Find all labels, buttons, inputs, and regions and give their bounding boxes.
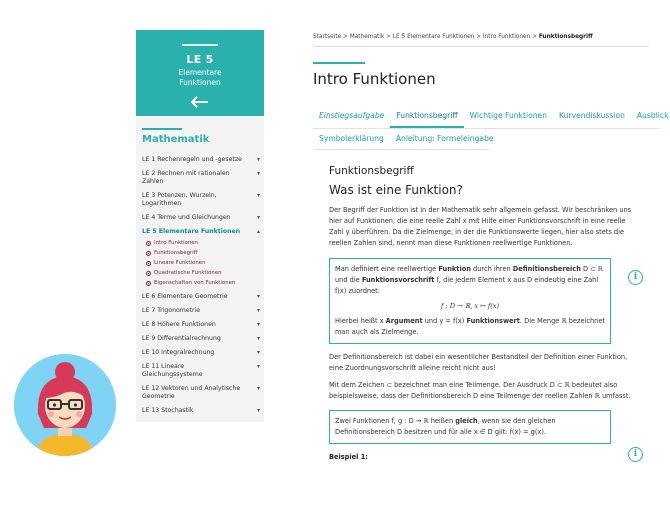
definition-text <box>335 264 605 297</box>
text: . Die Menge ℝ bezeichnet man auch als Zielmenge. <box>335 317 605 336</box>
paragraph-teilmenge: Mit dem Zeichen ⊂ bezeichnet man eine Teilmenge. Der Ausdruck D ⊂ ℝ bedeutet also beispielsweise, dass der Definitionsbereich D eine Teilmenge der reellen Zahlen ℝ umfasst. <box>329 381 631 400</box>
sidebar-item-le11[interactable] <box>142 363 260 379</box>
main-content <box>329 165 641 461</box>
chapter-subtitle-line2: Funktionen <box>179 78 221 87</box>
paragraph-definitionsbereich: Der Definitionsbereich ist dabei ein wesentlicher Bestandteil der Definition einer Funktion, eine Zuordnungsvorschrift alleine reicht nicht aus! <box>329 353 628 372</box>
breadcrumb-le5[interactable]: LE 5 Elementare Funktionen <box>392 34 475 40</box>
sidebar-item-le13[interactable] <box>142 407 260 415</box>
equality-box <box>329 410 611 444</box>
text: D ⊂ ℝ und die <box>335 265 604 284</box>
tab-anleitung-formeleingabe[interactable]: Anleitung: Formeleingabe <box>395 134 494 143</box>
chevron-down-icon: ▾ <box>256 349 260 356</box>
tab-einstiegsaufgabe[interactable]: Einstiegsaufgabe <box>319 111 385 120</box>
tab-wichtige-funktionen[interactable]: Wichtige Funktionen <box>469 111 548 120</box>
section-accent-bar <box>142 128 182 130</box>
term-funktion: Funktion <box>438 265 471 273</box>
sidebar-item-le4[interactable] <box>142 214 260 222</box>
term-argument: Argument <box>385 317 423 325</box>
subnav-item-funktionsbegriff[interactable] <box>146 248 260 258</box>
tab-row-1 <box>313 108 669 129</box>
breadcrumb-home[interactable]: Startseite <box>313 34 342 40</box>
sidebar-item-label: LE 2 Rechnen mit rationalen Zahlen <box>142 170 230 185</box>
text: f, die jedem Element x aus D eindeutig eine Zahl f(x) zuordnet: <box>335 276 599 295</box>
sidebar-item-label: LE 4 Terme und Gleichungen <box>142 214 231 221</box>
tab-funktionsbegriff[interactable]: Funktionsbegriff <box>390 108 463 128</box>
sidebar-item-label: LE 3 Potenzen, Wurzeln, Logarithmen <box>142 192 217 207</box>
text: durch ihren <box>470 265 513 273</box>
sidebar-item-le8[interactable] <box>142 321 260 329</box>
sidebar-item-le12[interactable] <box>142 385 260 401</box>
subnav-item-intro[interactable] <box>146 238 260 248</box>
sidebar-item-label: LE 10 Integralrechnung <box>142 349 215 356</box>
paragraph-intro: Der Begriff der Funktion ist in der Mathematik sehr allgemein gefasst. Wir beschränken uns hier auf Funktionen, die eine reelle Zahl x mit Hilfe einer Funktionsvorschrift in eine reelle Zahl y überführen. Da die Zielmenge, in der die Funktionswerte liegen, hier also stets die reellen Zahlen sind, nennt man diese Funktionen reellwertige Funktionen. <box>329 206 632 247</box>
sidebar-item-le9[interactable] <box>142 335 260 343</box>
tab-symbolerklaerung[interactable]: Symbolerklärung <box>319 134 384 143</box>
sidebar-item-label: LE 5 Elementare Funktionen <box>142 228 241 235</box>
avatar <box>14 354 116 456</box>
chevron-down-icon: ▾ <box>256 407 260 414</box>
breadcrumb-separator: > <box>476 34 482 40</box>
chapter-subtitle <box>136 68 264 88</box>
subnav-item-quadratische[interactable] <box>146 268 260 278</box>
term-definitionsbereich: Definitionsbereich <box>512 265 581 273</box>
avatar-illustration <box>14 354 116 456</box>
sidebar-item-label: LE 1 Rechenregeln und -gesetze <box>142 156 242 163</box>
breadcrumb-intro[interactable]: Intro Funktionen <box>482 34 531 40</box>
chevron-down-icon: ▾ <box>256 214 260 221</box>
breadcrumb <box>313 34 593 40</box>
chevron-down-icon: ▾ <box>256 170 260 177</box>
text: und y = f(x) <box>422 317 467 325</box>
chevron-down-icon: ▾ <box>256 293 260 300</box>
text: Hierbei heißt x <box>335 317 386 325</box>
subnav-item-label: Funktionsbegriff <box>154 250 198 256</box>
sidebar-item-label: LE 12 Vektoren und Analytische Geometrie <box>142 385 241 400</box>
chapter-header <box>136 30 264 116</box>
subnav-item-label: Eigenschaften von Funktionen <box>154 280 236 286</box>
sidebar-item-label: LE 7 Trigonometrie <box>142 307 201 314</box>
bullet-circle-icon <box>146 281 151 286</box>
chevron-down-icon: ▾ <box>256 363 260 370</box>
sidebar-item-le3[interactable] <box>142 192 260 208</box>
sidebar <box>136 30 264 422</box>
chevron-up-icon: ▴ <box>256 228 260 235</box>
breadcrumb-separator: > <box>386 34 391 40</box>
bullet-circle-icon <box>146 261 151 266</box>
chevron-down-icon: ▾ <box>256 385 260 392</box>
sidebar-item-le5[interactable] <box>142 228 260 236</box>
sidebar-item-le1[interactable] <box>142 156 260 164</box>
subnav-item-label: Lineare Funktionen <box>154 260 206 266</box>
bullet-circle-icon <box>146 271 151 276</box>
sidebar-nav <box>142 156 260 415</box>
chevron-down-icon: ▾ <box>256 307 260 314</box>
text: Man definiert eine reellwertige <box>335 265 439 273</box>
title-accent-bar <box>313 62 365 64</box>
tab-ausblick[interactable]: Ausblick <box>636 111 669 120</box>
subnav-item-label: Intro Funktionen <box>154 240 199 246</box>
sidebar-item-label: LE 13 Stochastik <box>142 407 194 414</box>
chapter-subtitle-line1: Elementare <box>178 68 222 77</box>
definition-box <box>329 258 611 344</box>
chevron-down-icon: ▾ <box>256 156 260 163</box>
subnav-item-eigenschaften[interactable] <box>146 278 260 288</box>
sidebar-item-le2[interactable] <box>142 170 260 186</box>
breadcrumb-separator: > <box>532 34 537 40</box>
arrow-left-icon[interactable] <box>190 96 210 108</box>
sidebar-subnav <box>142 238 260 288</box>
subnav-item-lineare[interactable] <box>146 258 260 268</box>
text: , wenn sie den gleichen Definitionsbereich D besitzen und für alle x ∈ D gilt: f(x) = g(x). <box>335 417 556 436</box>
chevron-down-icon: ▾ <box>256 321 260 328</box>
sidebar-item-label: LE 8 Höhere Funktionen <box>142 321 216 328</box>
chevron-down-icon: ▾ <box>256 192 260 199</box>
bullet-circle-icon <box>146 241 151 246</box>
term-gleich: gleich <box>455 417 478 425</box>
sidebar-item-le7[interactable] <box>142 307 260 315</box>
chevron-down-icon: ▾ <box>256 335 260 342</box>
sidebar-item-le6[interactable] <box>142 293 260 301</box>
info-icon[interactable]: i <box>628 447 643 462</box>
section-title: Mathematik <box>142 134 210 145</box>
definition-text-2 <box>335 316 605 338</box>
term-funktionsvorschrift: Funktionsvorschrift <box>361 276 435 284</box>
chapter-title: LE 5 <box>186 53 214 66</box>
sidebar-item-label: LE 9 Differentialrechnung <box>142 335 221 342</box>
example-heading: Beispiel 1: <box>329 453 368 461</box>
tab-kurvendiskussion[interactable]: Kurvendiskussion <box>559 111 625 120</box>
sidebar-item-label: LE 6 Elementare Geometrie <box>142 293 228 300</box>
tab-bar <box>313 108 669 150</box>
subnav-item-label: Quadratische Funktionen <box>154 270 222 276</box>
formula: f : D → ℝ, x ↦ f(x) <box>440 302 500 310</box>
header-accent-bar <box>182 44 218 46</box>
info-icon[interactable]: i <box>628 270 643 285</box>
section-subheading: Was ist eine Funktion? <box>329 183 463 197</box>
breadcrumb-mathematik[interactable]: Mathematik <box>349 34 385 40</box>
term-funktionswert: Funktionswert <box>466 317 520 325</box>
breadcrumb-separator: > <box>343 34 348 40</box>
breadcrumb-current: Funktionsbegriff <box>538 34 593 40</box>
divider <box>313 46 649 47</box>
section-heading: Funktionsbegriff <box>329 165 414 177</box>
sidebar-item-label: LE 11 Lineare Gleichungssysteme <box>142 363 203 378</box>
page-title: Intro Funktionen <box>313 70 436 88</box>
sidebar-item-le10[interactable] <box>142 349 260 357</box>
bullet-circle-icon <box>146 251 151 256</box>
text: Zwei Funktionen f, g : D → ℝ heißen <box>335 417 456 425</box>
tab-row-2 <box>313 131 494 150</box>
